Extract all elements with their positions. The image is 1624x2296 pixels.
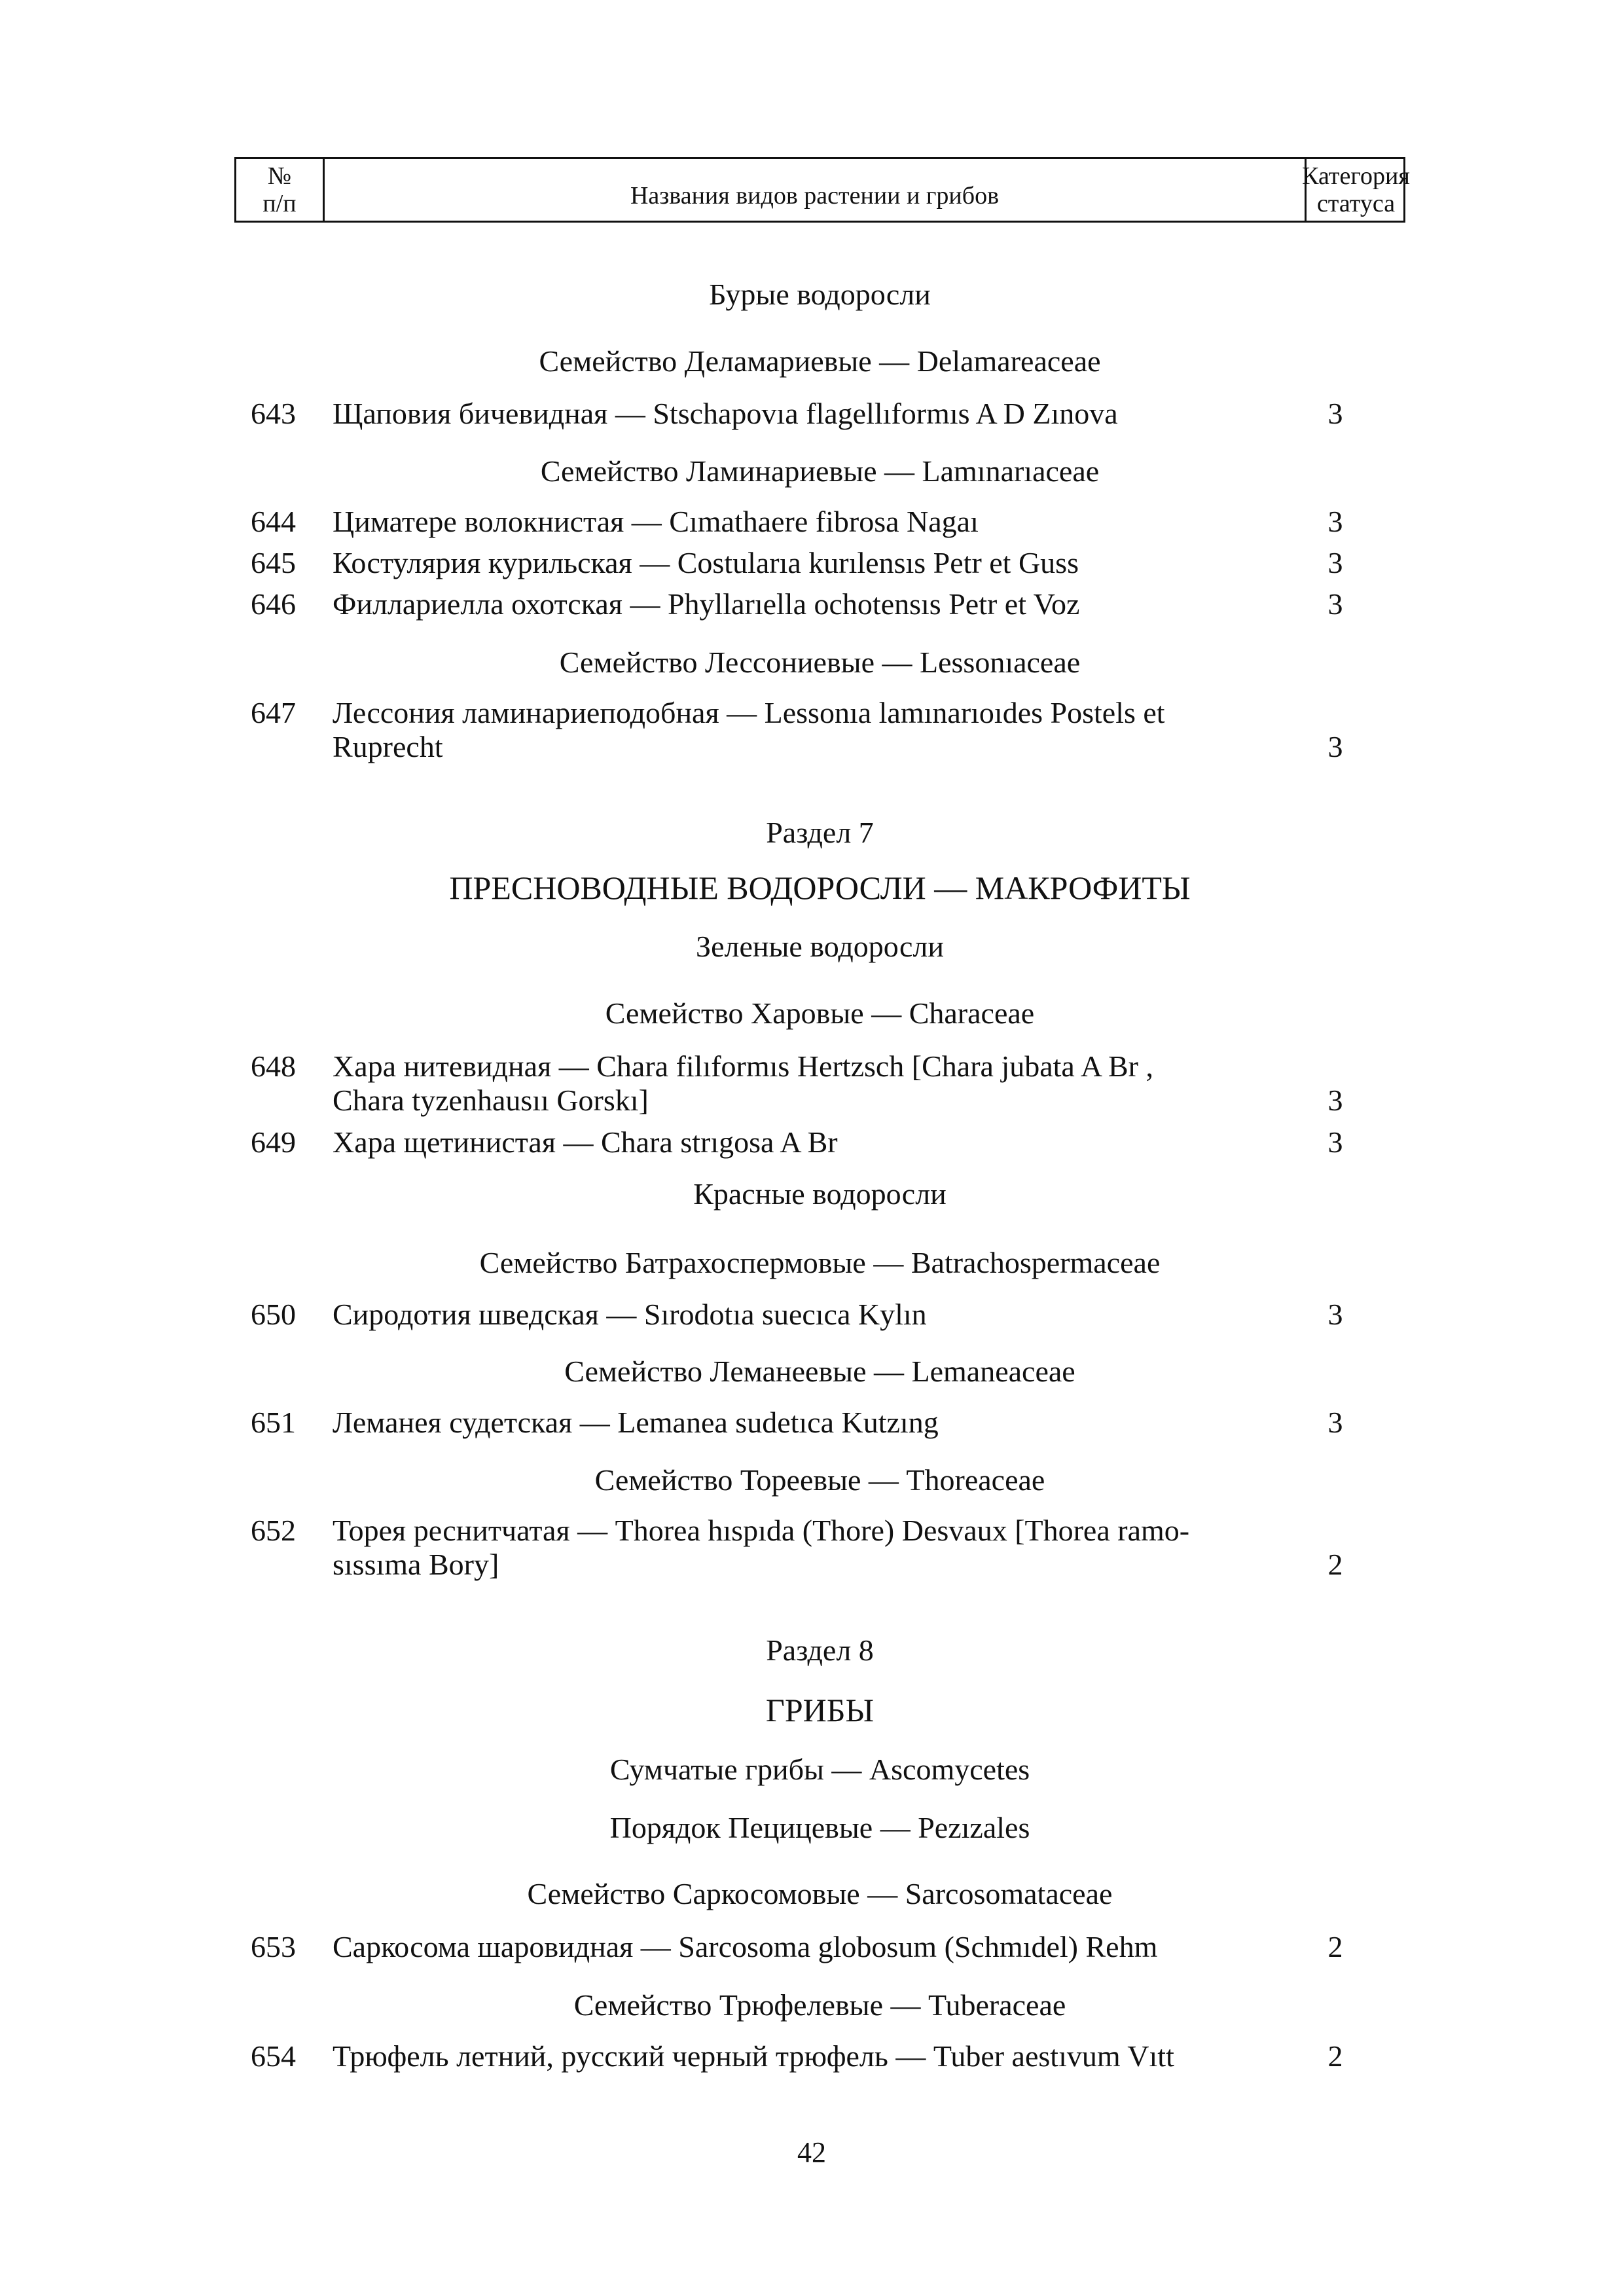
- row-number: 643: [251, 397, 296, 430]
- group-heading-red-algae: Красные водоросли: [693, 1177, 947, 1211]
- section-title-7: ПРЕСНОВОДНЫЕ ВОДОРОСЛИ — МАКРОФИТЫ: [449, 869, 1191, 906]
- row-number: 654: [251, 2039, 296, 2073]
- status-category: 3: [1327, 587, 1343, 621]
- table-header: [234, 157, 1410, 223]
- row-number: 651: [251, 1406, 296, 1439]
- class-heading-ascomycetes: Сумчатые грибы — Ascomycetes: [609, 1753, 1030, 1786]
- species-name: Филлариелла охотская — Phyllarıella ochotensıs Petr et Voz: [333, 587, 1080, 621]
- family-heading-tuberaceae: Семейство Трюфелевые — Tuberaceae: [573, 1988, 1066, 2022]
- species-name: Щаповия бичевидная — Stschapovıa flagellıformıs A D Zınova: [333, 397, 1118, 430]
- species-name: Костулярия курильская — Costularıa kurılensıs Petr et Guss: [333, 546, 1079, 579]
- status-category: 3: [1327, 1298, 1343, 1331]
- header-names-label: Названия видов растении и грибов: [630, 182, 1000, 210]
- header-number-column: [236, 159, 325, 221]
- status-category: 2: [1327, 1548, 1343, 1581]
- order-heading-pezizales: Порядок Пецицевые — Pezızales: [609, 1811, 1030, 1844]
- status-category: 3: [1327, 1125, 1343, 1159]
- family-heading-thoreaceae: Семейство Тореевые — Thoreaceae: [594, 1463, 1045, 1497]
- header-names-column: [325, 159, 1307, 221]
- species-name: Лессония ламинариеподобная — Lessonıa lamınarıoıdes Postels et Ruprecht: [333, 696, 1165, 763]
- status-category: 3: [1327, 1084, 1343, 1117]
- family-heading-lessoniaceae: Семейство Лессониевые — Lessonıaceae: [559, 646, 1081, 679]
- status-category: 3: [1327, 546, 1343, 579]
- status-category: 2: [1327, 1930, 1343, 1963]
- header-category-column: [1302, 159, 1410, 221]
- family-heading-sarcosomataceae: Семейство Саркосомовые — Sarcosomataceae: [527, 1877, 1113, 1910]
- section-label-8: Раздел 8: [766, 1633, 874, 1667]
- status-category: 3: [1327, 730, 1343, 763]
- group-heading-brown-algae: Бурые водоросли: [709, 278, 931, 311]
- species-name: Хара щетинистая — Chara strıgosa A Br: [333, 1125, 838, 1159]
- header-number-abbr: п/п: [262, 190, 297, 217]
- header-number-symbol: №: [267, 162, 292, 190]
- family-heading-characeae: Семейство Харовые — Characeae: [605, 996, 1035, 1030]
- status-category: 3: [1327, 397, 1343, 430]
- row-number: 646: [251, 587, 296, 621]
- species-name: Саркосома шаровидная — Sarcosoma globosum (Schmıdel) Rehm: [333, 1930, 1158, 1963]
- section-label-7: Раздел 7: [766, 816, 874, 849]
- page-number: 42: [797, 2136, 826, 2168]
- status-category: 3: [1327, 505, 1343, 538]
- species-name: Торея реснитчатая — Thorea hıspıda (Thore) Desvaux [Thorea ramo- sıssıma Bory]: [333, 1514, 1190, 1581]
- family-heading-lemaneaceae: Семейство Леманеевые — Lemaneaceae: [564, 1355, 1075, 1388]
- group-heading-green-algae: Зеленые водоросли: [696, 930, 944, 963]
- family-heading-laminariaceae: Семейство Ламинариевые — Lamınarıaceae: [540, 454, 1100, 488]
- species-name: Сиродотия шведская — Sırodotıa suecıca Kylın: [333, 1298, 927, 1331]
- species-name: Циматере волокнистая — Cımathaere fibrosa Nagaı: [333, 505, 979, 538]
- species-name: Хара нитевидная — Chara filıformıs Hertzsch [Chara jubata A Br , Chara tyzenhausıı Gorskı]: [333, 1049, 1153, 1117]
- row-number: 644: [251, 505, 296, 538]
- row-number: 653: [251, 1930, 296, 1963]
- row-number: 649: [251, 1125, 296, 1159]
- header-category-line2: статуса: [1316, 190, 1396, 217]
- header-category-line1: Категория: [1302, 162, 1410, 190]
- row-number: 645: [251, 546, 296, 579]
- family-heading-batrachospermaceae: Семейство Батрахоспермовые — Batrachospermaceae: [479, 1246, 1161, 1279]
- section-title-8: ГРИБЫ: [765, 1692, 875, 1728]
- row-number: 647: [251, 696, 296, 729]
- row-number: 652: [251, 1514, 296, 1547]
- family-heading-delamareaceae: Семейство Деламариевые — Delamareaceae: [539, 344, 1101, 378]
- row-number: 648: [251, 1049, 296, 1083]
- status-category: 3: [1327, 1406, 1343, 1439]
- species-name: Леманея судетская — Lemanea sudetıca Kutzıng: [333, 1406, 939, 1439]
- species-name: Трюфель летний, русский черный трюфель — Tuber aestıvum Vıtt: [333, 2039, 1174, 2073]
- row-number: 650: [251, 1298, 296, 1331]
- status-category: 2: [1327, 2039, 1343, 2073]
